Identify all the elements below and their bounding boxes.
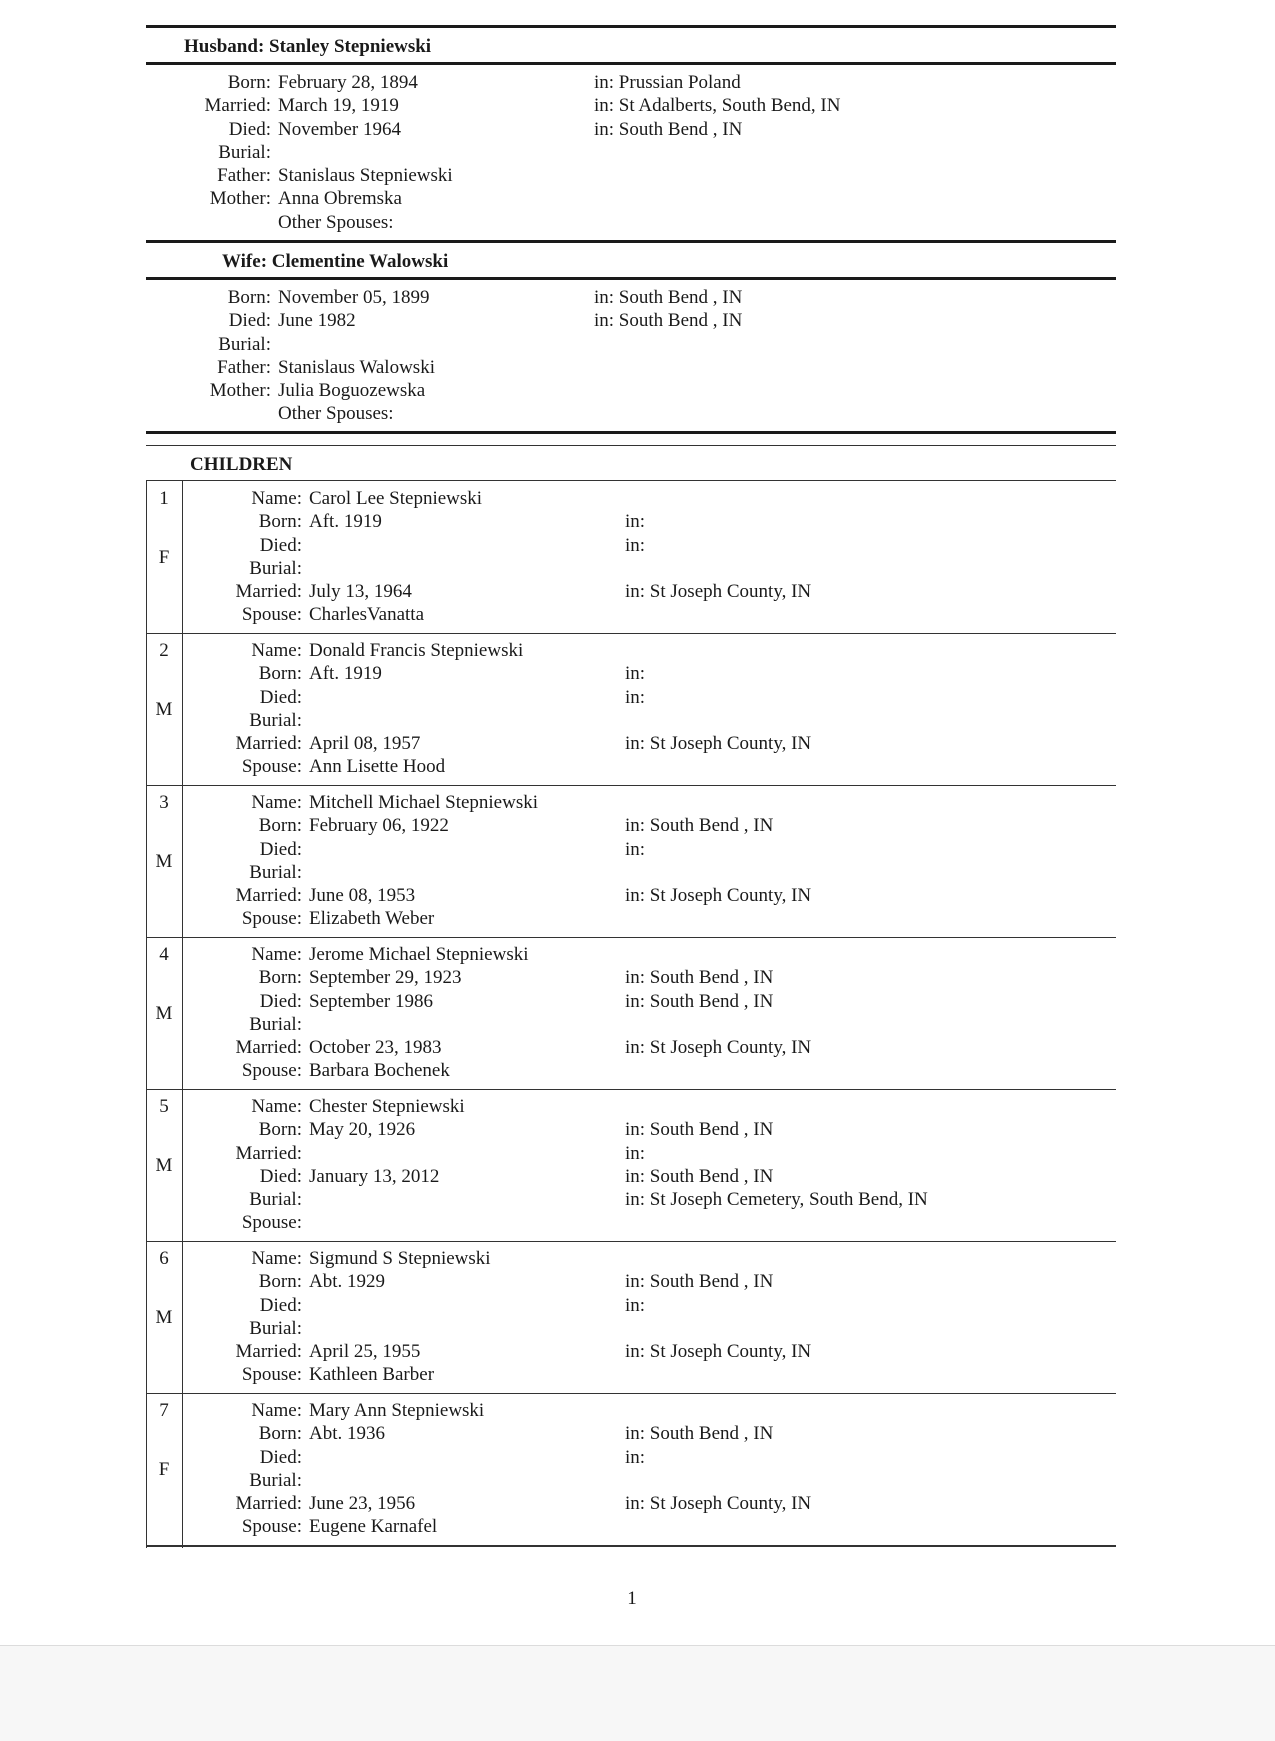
child-sex: F <box>158 1459 170 1480</box>
child-field-values: Mary Ann Stepniewski Abt. 1936 June 23, 1956 Eugene Karnafel <box>309 1400 485 1538</box>
husband-places: in: Prussian Poland in: St Adalberts, South Bend, IN in: South Bend , IN <box>594 72 841 140</box>
husband-field-values: February 28, 1894 March 19, 1919 November 1964 Stanislaus Stepniewski Anna Obremska Other Spouses: <box>278 72 453 233</box>
child-field-labels: Name: Born: Died: Burial: Married: Spouse: <box>235 944 302 1082</box>
wife-label: Wife: <box>222 251 268 272</box>
wife-heading <box>222 251 448 273</box>
rule <box>146 240 1116 243</box>
child-sex: M <box>155 851 173 872</box>
children-heading: CHILDREN <box>190 454 293 475</box>
row-divider <box>146 937 1116 938</box>
child-field-labels: Name: Born: Died: Burial: Married: Spouse: <box>235 1400 302 1538</box>
table-bottom-rule <box>146 1545 1116 1547</box>
rule <box>146 277 1116 280</box>
child-places: in: South Bend , IN in: in: St Joseph County, IN <box>625 1271 812 1363</box>
child-sex: M <box>155 699 173 720</box>
child-sex: M <box>155 1307 173 1328</box>
child-field-values: Donald Francis Stepniewski Aft. 1919 April 08, 1957 Ann Lisette Hood <box>309 640 524 778</box>
child-places: in: in: in: St Joseph County, IN <box>625 663 812 755</box>
scanner-bed-edge <box>0 1645 1275 1741</box>
child-places: in: South Bend , IN in: in: South Bend , IN in: St Joseph Cemetery, South Bend, IN <box>625 1119 928 1211</box>
row-divider <box>146 1241 1116 1242</box>
row-divider <box>146 1393 1116 1394</box>
child-field-labels: Name: Born: Died: Burial: Married: Spouse: <box>235 1248 302 1386</box>
child-field-values: Chester Stepniewski May 20, 1926 January 13, 2012 <box>309 1096 465 1187</box>
row-divider <box>146 785 1116 786</box>
child-field-labels: Name: Born: Died: Burial: Married: Spouse: <box>235 640 302 778</box>
child-number: 1 <box>159 488 169 509</box>
page-number: 1 <box>627 1588 637 1609</box>
rule <box>146 431 1116 434</box>
wife-places: in: South Bend , IN in: South Bend , IN <box>594 287 743 332</box>
rule <box>146 445 1116 446</box>
child-number: 3 <box>159 792 169 813</box>
child-number: 6 <box>159 1248 169 1269</box>
husband-name: Stanley Stepniewski <box>269 36 432 57</box>
child-field-values: Sigmund S Stepniewski Abt. 1929 April 25, 1955 Kathleen Barber <box>309 1248 491 1386</box>
row-divider <box>146 633 1116 634</box>
child-field-labels: Name: Born: Died: Burial: Married: Spouse: <box>235 792 302 930</box>
child-sex: M <box>155 1003 173 1024</box>
rule <box>146 25 1116 28</box>
child-field-values: Mitchell Michael Stepniewski February 06, 1922 June 08, 1953 Elizabeth Weber <box>309 792 539 930</box>
child-field-values: Carol Lee Stepniewski Aft. 1919 July 13, 1964 CharlesVanatta <box>309 488 483 626</box>
husband-field-labels: Born: Married: Died: Burial: Father: Mother: <box>204 72 271 210</box>
child-sex: F <box>158 547 170 568</box>
wife-name: Clementine Walowski <box>271 251 449 272</box>
table-column-divider <box>182 480 183 1548</box>
rule <box>146 480 1116 481</box>
child-number: 4 <box>159 944 169 965</box>
child-places: in: South Bend , IN in: in: St Joseph County, IN <box>625 1423 812 1515</box>
child-field-labels: Name: Born: Married: Died: Burial: Spouse: <box>235 1096 302 1234</box>
child-number: 5 <box>159 1096 169 1117</box>
child-places: in: South Bend , IN in: in: St Joseph County, IN <box>625 815 812 907</box>
child-places: in: South Bend , IN in: South Bend , IN in: St Joseph County, IN <box>625 967 812 1059</box>
husband-label: Husband: <box>184 36 265 57</box>
child-field-labels: Name: Born: Died: Burial: Married: Spouse: <box>235 488 302 626</box>
child-field-values: Jerome Michael Stepniewski September 29, 1923 September 1986 October 23, 1983 Barbara Bochenek <box>309 944 529 1082</box>
wife-field-values: November 05, 1899 June 1982 Stanislaus Walowski Julia Boguozewska Other Spouses: <box>278 287 435 425</box>
husband-heading <box>184 36 431 58</box>
child-number: 7 <box>159 1400 169 1421</box>
child-places: in: in: in: St Joseph County, IN <box>625 511 812 603</box>
child-sex: M <box>155 1155 173 1176</box>
rule <box>146 62 1116 65</box>
row-divider <box>146 1089 1116 1090</box>
wife-field-labels: Born: Died: Burial: Father: Mother: <box>209 287 271 402</box>
child-number: 2 <box>159 640 169 661</box>
